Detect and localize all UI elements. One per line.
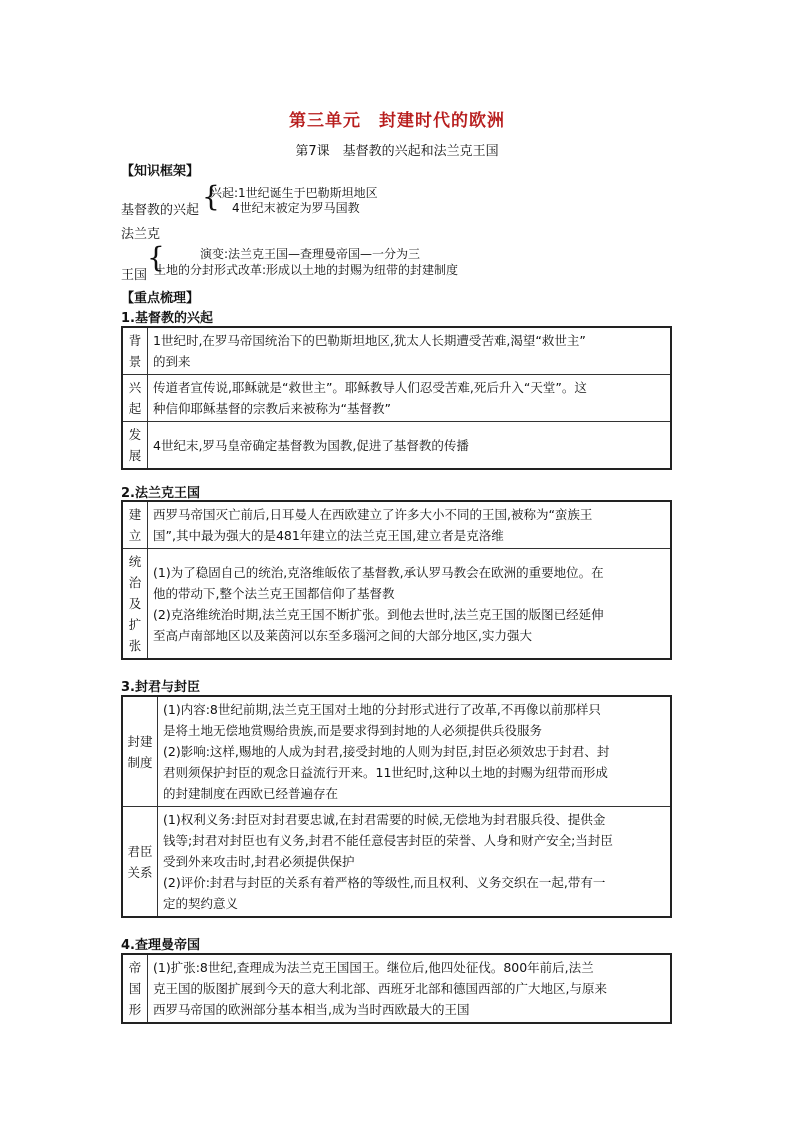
row-content: (1)权利义务:封臣对封君要忠诚,在封君需要的时候,无偿地为封君服兵役、提供金 钱等;封君对封臣也有义务,封君不能任意侵害封臣的荣誉、人身和财产安全;当封臣 受到外来攻击时,封君必须提供保护 (2)评价:封君与封臣的关系有着严格的等级性,而且权利、义务交织在一起,带有一 定的契约意义 <box>158 807 672 918</box>
table-row <box>122 954 671 1023</box>
sec2-table <box>121 500 672 660</box>
sec3-title: 3.封君与封臣 <box>121 680 200 695</box>
framework-frank-evolve: 演变:法兰克王国—查理曼帝国—一分为三 <box>200 247 421 261</box>
row-label: 君臣关系 <box>122 807 158 918</box>
table-row <box>122 549 671 660</box>
unit-title: 第三单元 封建时代的欧洲 <box>289 111 505 131</box>
table-row <box>122 422 671 470</box>
framework-frank-label: 法兰克 <box>121 227 161 242</box>
row-label: 封建制度 <box>122 696 158 807</box>
row-content: (1)内容:8世纪前期,法兰克王国对土地的分封形式进行了改革,不再像以前那样只 是将土地无偿地赏赐给贵族,而是要求得到封地的人必须提供兵役服务 (2)影响:这样,赐地的人成为封君,接受封地的人则为封臣,封臣必须效忠于封君、封 君则须保护封臣的观念日益流行开来。11世纪时,这种以土地的封赐为纽带而形成 的封建制度在西欧已经普遍存在 <box>158 696 672 807</box>
row-label: 兴起 <box>122 375 148 422</box>
row-content: 西罗马帝国灭亡前后,日耳曼人在西欧建立了许多大小不同的王国,被称为“蛮族王 国”,其中最为强大的是481年建立的法兰克王国,建立者是克洛维 <box>148 501 672 549</box>
sec1-table <box>121 326 672 470</box>
framework-heading: 【知识框架】 <box>121 164 200 179</box>
sec4-title: 4.查理曼帝国 <box>121 938 200 953</box>
row-content: 传道者宣传说,耶稣就是“救世主”。耶稣教导人们忍受苦难,死后升入“天堂”。这 种信仰耶稣基督的宗教后来被称为“基督教” <box>148 375 672 422</box>
table-row <box>122 375 671 422</box>
framework-christ-label: 基督教的兴起 <box>121 203 200 218</box>
sec1-title: 1.基督教的兴起 <box>121 311 213 326</box>
row-content: (1)为了稳固自己的统治,克洛维皈依了基督教,承认罗马教会在欧洲的重要地位。在 他的带动下,整个法兰克王国都信仰了基督教 (2)克洛维统治时期,法兰克王国不断扩张。到他去世时,法兰克王国的版图已经延伸 至高卢南部地区以及莱茵河以东至多瑙河之间的大部分地区,实力强大 <box>148 549 672 660</box>
row-content: 4世纪末,罗马皇帝确定基督教为国教,促进了基督教的传播 <box>148 422 672 470</box>
row-label: 发展 <box>122 422 148 470</box>
table-row <box>122 501 671 549</box>
framework-christ-state: 4世纪末被定为罗马国教 <box>232 201 360 215</box>
sec3-table <box>121 695 672 918</box>
table-row <box>122 807 671 918</box>
row-label: 帝国形 <box>122 954 148 1023</box>
key-heading: 【重点梳理】 <box>121 291 200 306</box>
row-content: 1世纪时,在罗马帝国统治下的巴勒斯坦地区,犹太人长期遭受苦难,渴望“救世主” 的到来 <box>148 327 672 375</box>
framework-christ-rise: 兴起:1世纪诞生于巴勒斯坦地区 <box>210 186 378 200</box>
row-label: 背景 <box>122 327 148 375</box>
sec4-table <box>121 953 672 1024</box>
row-content: (1)扩张:8世纪,查理成为法兰克王国国王。继位后,他四处征伐。800年前后,法兰 克王国的版图扩展到今天的意大利北部、西班牙北部和德国西部的广大地区,与原来 西罗马帝国的欧洲部分基本相当,成为当时西欧最大的王国 <box>148 954 672 1023</box>
framework-frank-reform: 土地的分封形式改革:形成以土地的封赐为纽带的封建制度 <box>154 263 459 277</box>
lesson-title: 第7课 基督教的兴起和法兰克王国 <box>295 144 499 159</box>
brace-icon: { <box>147 241 165 274</box>
brace-icon: { <box>202 180 220 213</box>
table-row <box>122 696 671 807</box>
row-label: 建立 <box>122 501 148 549</box>
row-label: 统治及扩张 <box>122 549 148 660</box>
table-row <box>122 327 671 375</box>
framework-frank-label-2: 王国 <box>121 268 148 283</box>
sec2-title: 2.法兰克王国 <box>121 486 200 501</box>
